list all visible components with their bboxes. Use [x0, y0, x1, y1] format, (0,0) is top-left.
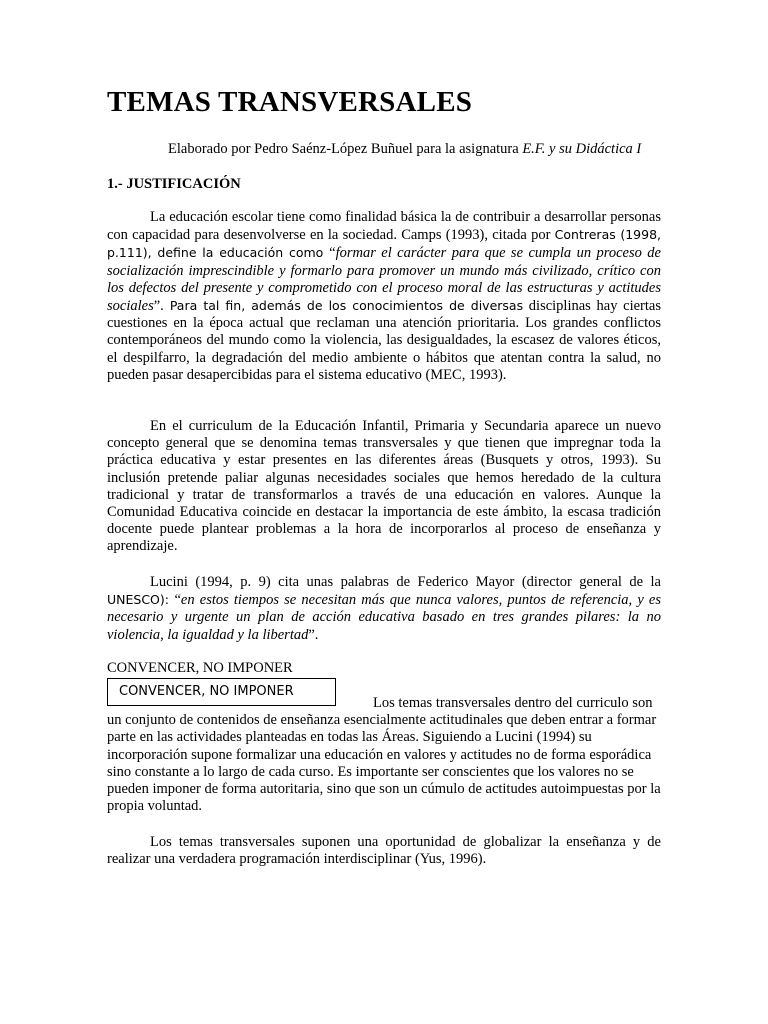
paragraph-1-quote: formar el carácter para que se cumpla un proceso de socialización imprescindible y formarlo para promover un mundo más civilizado, crítico con los defectos del presente y comprometido con el proceso moral de las estructuras y actitudes sociales: [107, 245, 661, 315]
document-title: TEMAS TRANSVERSALES: [107, 86, 473, 118]
paragraph-3-text-b: UNESCO):: [107, 592, 175, 608]
paragraph-1-text-a: La educación escolar tiene como finalidad básica la de contribuir a desarrollar personas con capacidad para desenvolverse en la sociedad. Camps (1993), citada por: [107, 209, 661, 244]
paragraph-1-text-d: disciplinas hay ciertas cuestiones en la época actual que reclaman una atención prioritaria. Los grandes conflictos contemporáneos del mundo como la violencia, las desigualdades, la escasez de valores éticos, el despilfarro, la degradación del medio ambiente o hábitos que atentan contra la salud, no pueden pasar desapercibidas para el sistema educativo (MEC, 1993).: [107, 298, 661, 383]
byline-author: Elaborado por Pedro Saénz-López Buñuel para la asignatura: [168, 141, 523, 157]
paragraph-3-quote-close: ”.: [308, 626, 319, 643]
paragraph-5-text: Los temas transversales suponen una oportunidad de globalizar la enseñanza y de realizar una verdadera programación interdisciplinar (Yus, 1996).: [107, 834, 661, 868]
paragraph-1: [107, 209, 661, 384]
paragraph-3-quote-open: “: [174, 592, 181, 609]
paragraph-4: [107, 695, 661, 815]
paragraph-1-text-b: Contreras (1998, p.111), define la educación como: [107, 227, 661, 261]
paragraph-2-text: En el curriculum de la Educación Infantil, Primaria y Secundaria aparece un nuevo concepto general que se denomina temas transversales y que tienen que impregnar toda la práctica educativa y estar presentes en las diferentes áreas (Busquets y otros, 1993). Su inclusión pretende paliar algunas necesidades sociales que hemos heredado de la cultura tradicional y tratar de transformarlos a través de una educación en valores. Aunque la Comunidad Educativa coincide en destacar la importancia de este ámbito, la escasa tradición docente puede plantear problemas a la hora de incorporarlos al proceso de enseñanza y aprendizaje.: [107, 418, 661, 555]
paragraph-2: [107, 418, 661, 556]
paragraph-3-quote: en estos tiempos se necesitan más que nunca valores, puntos de referencia, y es necesario y urgente un plan de acción educativa basado en tres grandes pilares: la no violencia, la igualdad y la libertad: [107, 592, 661, 643]
paragraph-3-text-a: Lucini (1994, p. 9) cita unas palabras de Federico Mayor (director general de la: [150, 574, 661, 590]
section-heading: 1.- JUSTIFICACIÓN: [107, 176, 241, 192]
boxed-label: CONVENCER, NO IMPONER: [107, 678, 336, 706]
paragraph-1-text-c: Para tal fin, además de los conocimientos de diversas: [163, 298, 524, 314]
paragraph-1-quote-open: “: [329, 245, 336, 262]
paragraph-4-text: Los temas transversales dentro del curriculo son un conjunto de contenidos de enseñanza esencialmente actitudinales que deben entrar a formar parte en las actividades planteadas en todas las Áreas. Siguiendo a Lucini (1994) su incorporación supone formalizar una educación en valores y actitudes no de forma esporádica sino constante a lo largo de cada curso. Es importante ser conscientes que los valores no se pueden imponer de forma autoritaria, sino que son un cúmulo de actitudes autoimpuestas por la propia voluntad.: [107, 695, 661, 815]
paragraph-3: [107, 574, 661, 644]
byline-course: E.F. y su Didáctica I: [522, 141, 642, 157]
paragraph-1-quote-close: ”.: [153, 298, 164, 315]
paragraph-5: [107, 834, 661, 868]
subheading: CONVENCER, NO IMPONER: [107, 660, 293, 676]
byline: [168, 141, 641, 158]
